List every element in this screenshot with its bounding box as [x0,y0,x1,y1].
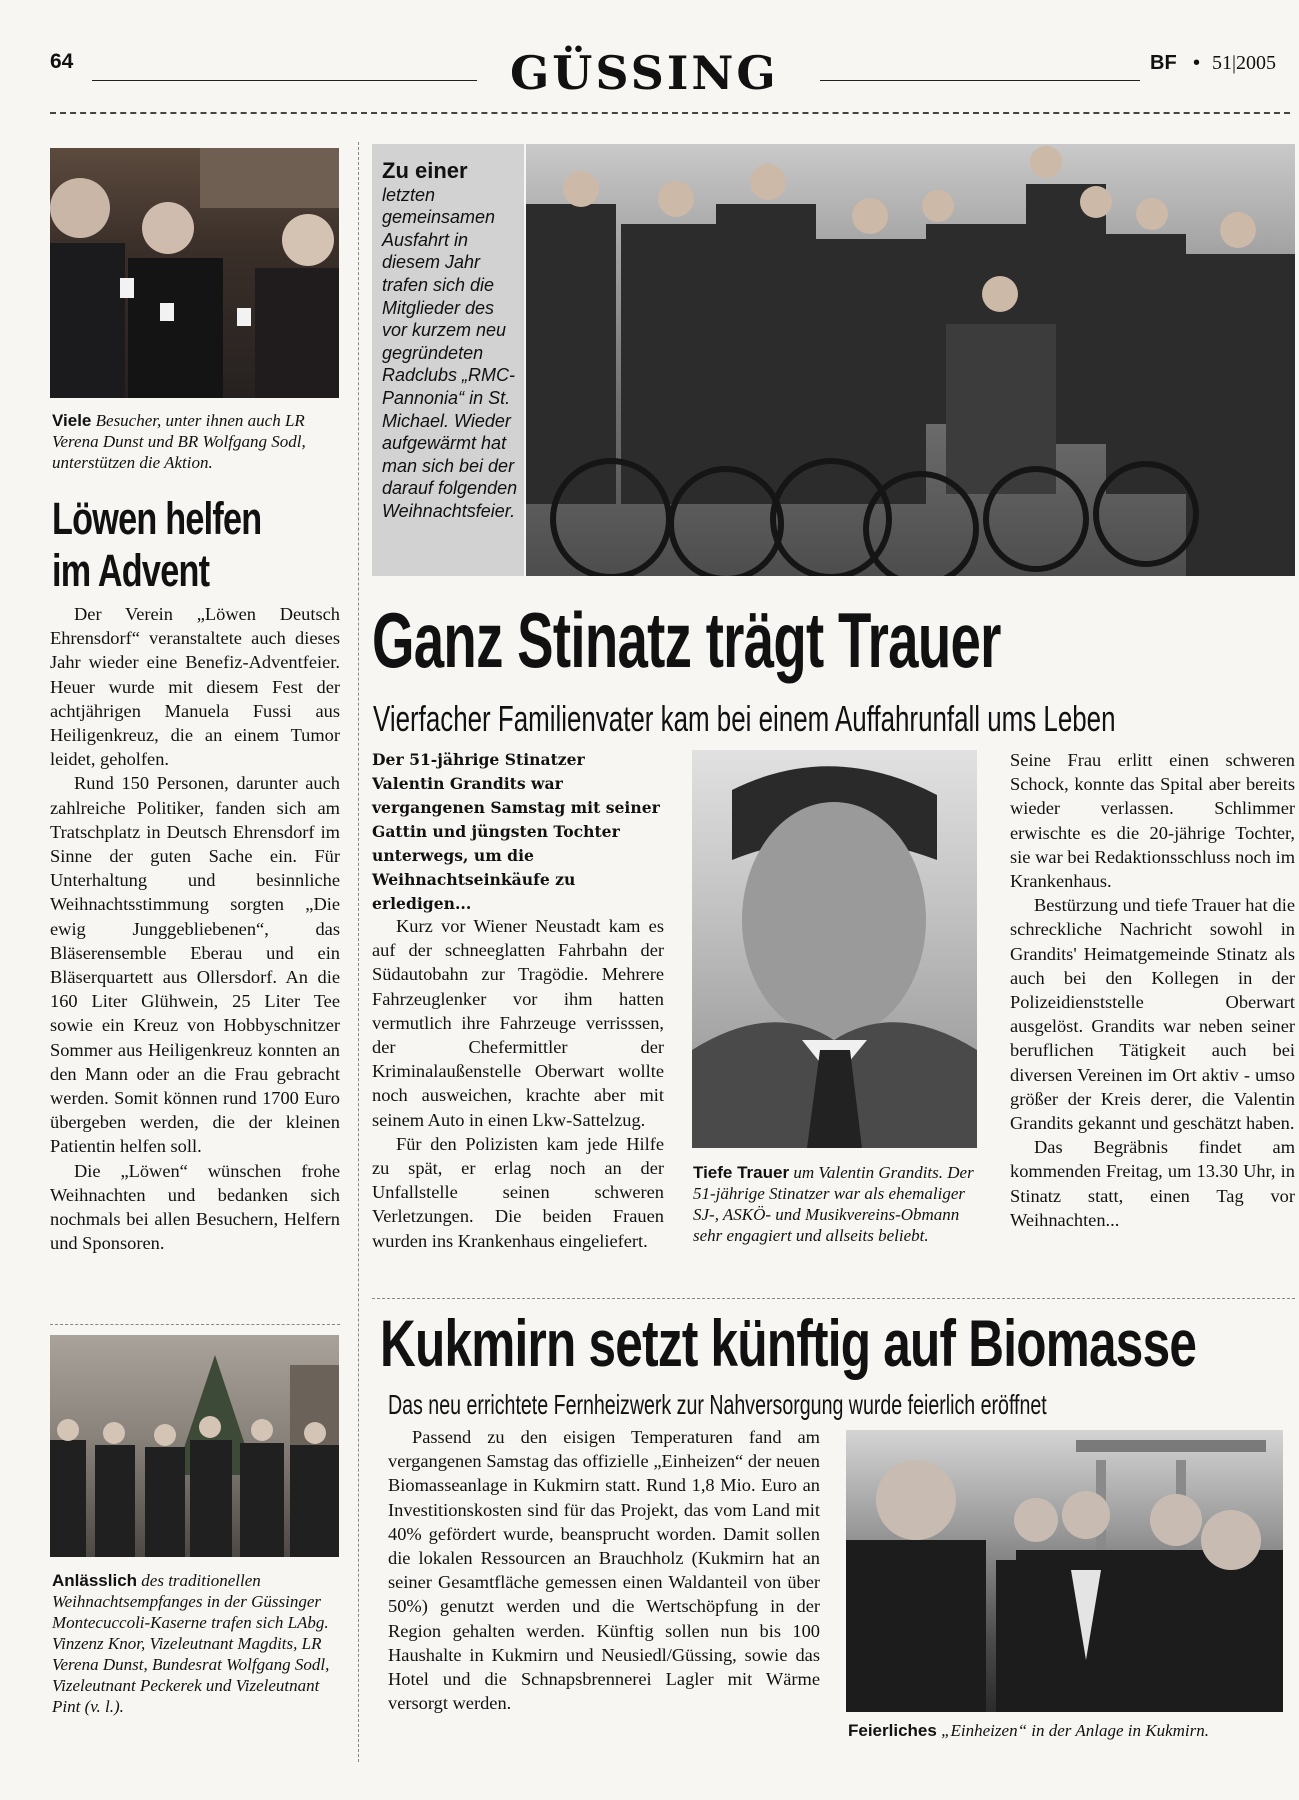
kaserne-photo [50,1335,339,1557]
column-divider [358,142,359,1762]
kukmirn-caption-text: „Einheizen“ in der Anlage in Kukmirn. [941,1721,1209,1740]
loewen-paragraph: Rund 150 Personen, darunter auch zahlreiche Politiker, fanden sich am Tratschplatz in Deutsch Ehrensdorf im Sinne der guten Sache ein. Für Unterhaltung und besinnliche Weihnachtsstimmung sorgten „Die ewig Junggebliebenen“, das Bläserensemble Eberau und ein Bläserquartett aus Ollersdorf. An die 160 Liter Glühwein, 25 Liter Tee sowie ein Kreuz von Hobbyschnitzer Sommer aus Heiligenkreuz konnten an den Mann oder an die Frau gebracht werden. Somit können rund 1700 Euro übergeben werden, die der kleinen Patientin helfen soll. [50,773,340,1157]
loewen-caption-text: Besucher, unter ihnen auch LR Verena Dunst und BR Wolfgang Sodl, unterstützen die Aktion. [52,411,306,472]
loewen-paragraph: Der Verein „Löwen Deutsch Ehrensdorf“ veranstaltete auch dieses Jahr wieder eine Benefiz-Adventfeier. Heuer wurde mit diesem Fest der achtjährigen Manuela Fussi aus Heiligenkreuz, die an einem Tumor leidet, geholfen. [50,604,340,770]
main-section-divider [372,1298,1295,1299]
stinatz-lead: Der 51-jährige Stinatzer Valentin Grandits war vergangenen Samstag mit seiner Gattin und jüngsten Tochter unterwegs, um die Weihnachtseinkäufe zu erledigen... [372,750,660,913]
header-rule-right [820,80,1140,81]
publication-name: BF [1150,52,1177,74]
stinatz-subheadline: Vierfacher Familienvater kam bei einem Auffahrunfall ums Leben [373,698,1116,739]
kaserne-photo-caption [52,1570,342,1717]
kukmirn-caption-lead: Feierliches [848,1721,937,1740]
loewen-caption-lead: Viele [52,411,92,430]
kaserne-caption-lead: Anlässlich [52,1571,138,1590]
loewen-photo-caption [52,410,342,473]
grandits-caption-text: um Valentin Grandits. Der 51-jährige Stinatzer war als ehemaliger SJ-, ASKÖ- und Musikvereins-Obmann sehr engagiert und allseits beliebt. [693,1163,974,1245]
kaserne-caption-text: des traditionellen Weihnachtsempfanges in der Güssinger Montecuccoli-Kaserne trafen sich LAbg. Vinzenz Knor, Vizeleutnant Magdits, LR Verena Dunst, Bundesrat Wolfgang Sodl, Vizeleutnant Peckerek und Vizeleutnant Pint (v. l.). [52,1571,330,1716]
kukmirn-photo [846,1430,1283,1712]
radclub-caption-text: letzten gemeinsamen Ausfahrt in diesem Jahr trafen sich die Mitglieder des vor kurzem neu gegründeten Radclubs „RMC-Pannonia“ in St. Michael. Wieder aufgewärmt hat man sich bei der darauf folgenden Weihnachtsfeier. [382,184,518,521]
header-rule-left [92,80,477,81]
stinatz-headline: Ganz Stinatz trägt Trauer [372,596,1001,684]
grandits-photo-caption [693,1162,983,1246]
loewen-paragraph: Die „Löwen“ wünschen frohe Weihnachten und bedanken sich nochmals bei allen Besuchern, Helfern und Sponsoren. [50,1160,340,1254]
loewen-photo [50,148,339,398]
section-title: GÜSSING [510,46,779,100]
loewen-headline [52,493,261,597]
stinatz-paragraph: Bestürzung und tiefe Trauer hat die schreckliche Nachricht sowohl in Grandits' Heimatgemeinde Stinatz als auch bei den Kollegen in der Polizeidienststelle Oberwart ausgelöst. Grandits war neben seiner beruflichen Tätigkeit auch bei diversen Vereinen im Ort aktiv - umso größer der Kreis derer, die Valentin Grandits gekannt und geschätzt haben. [1010,895,1295,1134]
stinatz-paragraph: Für den Polizisten kam jede Hilfe zu spät, er erlag noch an der Unfallstelle seinen schweren Verletzungen. Die beiden Frauen wurden ins Krankenhaus eingeliefert. [372,1133,664,1251]
radclub-photo-caption [382,160,520,523]
grandits-caption-lead: Tiefe Trauer [693,1163,790,1182]
loewen-headline-line1: Löwen helfen [52,493,262,544]
stinatz-body-mid [372,914,664,1253]
stinatz-paragraph: Seine Frau erlitt einen schweren Schock, konnte das Spital aber bereits wieder verlassen. Schlimmer erwischte es die 20-jährige Tochter, sie war bei Redaktionsschluss noch im Krankenhaus. [1010,750,1295,892]
kukmirn-subheadline: Das neu errichtete Fernheizwerk zur Nahversorgung wurde feierlich eröffnet [388,1389,1047,1420]
header-bullet: • [1193,52,1201,74]
kukmirn-article-body [388,1425,820,1715]
stinatz-paragraph: Kurz vor Wiener Neustadt kam es auf der schneeglatten Fahrbahn der Südautobahn zur Tragödie. Mehrere Fahrzeuglenker vor ihm hatten vermutlich ihre Fahrzeuge verrisssen, der Chefermittler der Kriminalaußenstelle Oberwart wollte noch ausweichen, krachte aber mit seinem Auto in einen Lkw-Sattelzug. [372,916,664,1130]
radclub-caption-lead: Zu einer [382,158,468,183]
kukmirn-headline: Kukmirn setzt künftig auf Biomasse [380,1306,1197,1380]
left-column-divider [50,1324,340,1325]
loewen-article-body [50,602,340,1255]
kukmirn-paragraph: Passend zu den eisigen Temperaturen fand am vergangenen Samstag das offizielle „Einheizen“ der neuen Biomasseanlage in Kukmirn statt. Rund 1,8 Mio. Euro an Investitionskosten sind für das Projekt, das vom Land mit 40% gefördert wurde, beansprucht worden. Damit sollen die lokalen Ressourcen an Brauchholz (Kukmirn hat an seiner Gesamtfläche gemessen einen Waldanteil von über 50%) genutzt werden und die Wertschöpfung in der Region gehalten werden. Künftig sollen nun bis 100 Haushalte in Kukmirn und Neusiedl/Güssing, sowie das Hotel und die Schnapsbrennerei Lagler mit Wärme versorgt werden. [388,1427,820,1714]
grandits-portrait [692,750,977,1148]
header-dashed-line [50,112,1290,114]
stinatz-paragraph: Das Begräbnis findet am kommenden Freitag, um 13.30 Uhr, in Stinatz statt, einen Tag vor Weihnachten... [1010,1137,1295,1230]
kukmirn-photo-caption [848,1720,1288,1741]
page-number: 64 [50,50,74,73]
radclub-photo [526,144,1295,576]
stinatz-body-right [1010,748,1295,1232]
issue-number: 51|2005 [1212,52,1277,74]
loewen-headline-line2: im Advent [52,545,210,596]
